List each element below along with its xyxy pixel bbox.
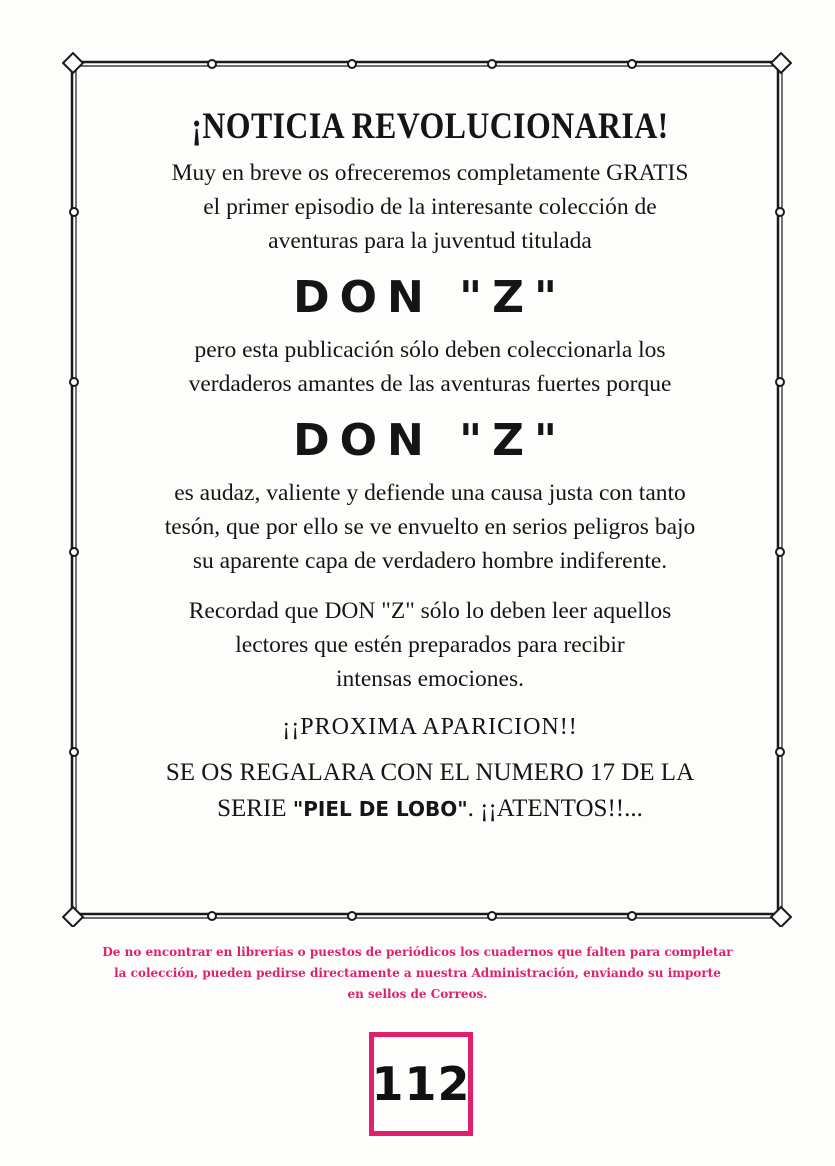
intro-line: aventuras para la juventud titulada xyxy=(268,228,592,254)
intro-line: el primer episodio de la interesante colección de xyxy=(203,194,657,220)
ordering-notice xyxy=(40,942,795,1005)
page-number: 112 xyxy=(371,1057,471,1111)
final-line-2-prefix: SERIE xyxy=(217,795,287,822)
reminder-line: lectores que estén preparados para recibir xyxy=(235,632,625,658)
reminder-paragraph xyxy=(100,594,760,696)
series-title-2: DON "Z" xyxy=(293,415,567,466)
middle-line: verdaderos amantes de las aventuras fuertes porque xyxy=(188,371,672,397)
description-line: tesón, que por ello se ve envuelto en serios peligros bajo xyxy=(164,514,696,540)
announcement-line: ¡¡PROXIMA APARICION!! xyxy=(282,714,578,740)
announcement-body xyxy=(100,105,760,827)
series-title-1: DON "Z" xyxy=(293,272,567,323)
notice-line: De no encontrar en librerías o puestos de periódicos los cuadernos que falten para completar xyxy=(102,945,733,959)
final-line-2-suffix: . ¡¡ATENTOS!!... xyxy=(467,795,643,822)
series-name: "PIEL DE LOBO" xyxy=(292,797,468,821)
middle-line: pero esta publicación sólo deben coleccionarla los xyxy=(194,337,666,363)
notice-line: la colección, pueden pedirse directamente a nuestra Administración, enviando su importe xyxy=(114,966,721,980)
page-number-box xyxy=(369,1032,473,1136)
middle-paragraph xyxy=(100,333,760,401)
description-line: su aparente capa de verdadero hombre indiferente. xyxy=(192,548,668,574)
reminder-line: intensas emociones. xyxy=(336,666,524,692)
reminder-line: Recordad que DON "Z" sólo lo deben leer aquellos xyxy=(188,598,672,624)
notice-line: en sellos de Correos. xyxy=(347,987,488,1001)
headline: ¡NOTICIA REVOLUCIONARIA! xyxy=(191,106,669,147)
intro-paragraph xyxy=(100,156,760,258)
final-paragraph xyxy=(100,755,760,827)
final-line-2 xyxy=(100,791,760,827)
final-line-1: SE OS REGALARA CON EL NUMERO 17 DE LA xyxy=(165,759,695,786)
intro-line: Muy en breve os ofreceremos completamente GRATIS xyxy=(171,160,689,186)
description-line: es audaz, valiente y defiende una causa justa con tanto xyxy=(174,480,686,506)
description-paragraph xyxy=(100,476,760,578)
